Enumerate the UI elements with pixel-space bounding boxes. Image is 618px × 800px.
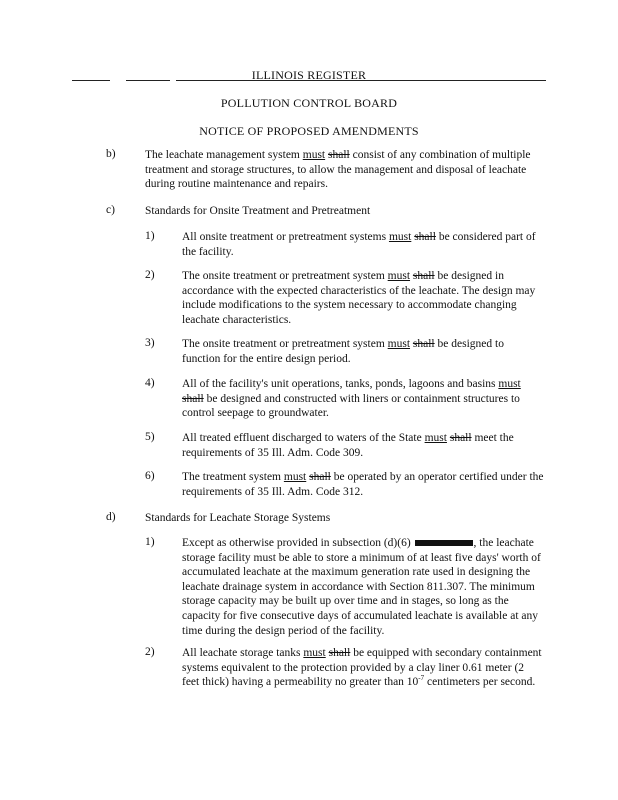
- section-d-label: d): [106, 511, 116, 523]
- section-b-label: b): [106, 148, 116, 160]
- section-c-label: c): [106, 204, 115, 216]
- item-c1-text: All onsite treatment or pretreatment systems must shall be considered part of the facility.: [182, 231, 536, 258]
- item-c4-text: All of the facility's unit operations, tanks, ponds, lagoons and basins must shall be designed and constructed with liners or containment structures to control seepage to groundwater.: [182, 378, 521, 420]
- item-c2-text: The onsite treatment or pretreatment system must shall be designed in accordance with the expected characteristics of the leachate. The design may include modifications to the system necessary to accommodate changing leachate characteristics.: [182, 270, 536, 326]
- item-c6-num: 6): [145, 470, 155, 482]
- notice-title: NOTICE OF PROPOSED AMENDMENTS: [199, 124, 419, 138]
- item-c6-text: The treatment system must shall be operated by an operator certified under the requirements of 35 Ill. Adm. Code 312.: [182, 471, 544, 498]
- item-d2-text: All leachate storage tanks must shall be equipped with secondary containment systems equivalent to the protection provided by a clay liner 0.61 meter (2 feet thick) having a permeability no greater than $10^{-7}$ centimeters per second.: [182, 647, 542, 689]
- item-c5-text: All treated effluent discharged to waters of the State must shall meet the requirements of 35 Ill. Adm. Code 309.: [182, 432, 514, 459]
- item-d2-num: 2): [145, 646, 155, 658]
- item-c2-num: 2): [145, 269, 155, 281]
- item-d1-text: Except as otherwise provided in subsection (d)(6) , the leachate storage facility must be able to store a minimum of at least five days' worth of accumulated leachate at the maximum generation rate used in designing the leachate drainage system in accordance with Section 811.307. The minimum storage capacity may be built up over time and in stages, so long as the capacity for five consecutive days of accumulated leachate is available at any time during the design period of the facility.: [182, 537, 541, 637]
- section-b-text: The leachate management system must shall consist of any combination of multiple treatment and storage structures, to allow the management and disposal of leachate during routine maintenance and repairs.: [145, 149, 531, 191]
- redaction-mark: [415, 540, 473, 546]
- item-c5-num: 5): [145, 431, 155, 443]
- section-c-title: Standards for Onsite Treatment and Pretreatment: [145, 205, 371, 217]
- board-title: POLLUTION CONTROL BOARD: [220, 96, 398, 110]
- item-c4-num: 4): [145, 377, 155, 389]
- item-c1-num: 1): [145, 230, 155, 242]
- item-d1-num: 1): [145, 536, 155, 548]
- register-title: ILLINOIS REGISTER: [251, 68, 367, 82]
- section-d-title: Standards for Leachate Storage Systems: [145, 512, 331, 524]
- item-c3-text: The onsite treatment or pretreatment system must shall be designed to function for the entire design period.: [182, 338, 504, 365]
- item-c3-num: 3): [145, 337, 155, 349]
